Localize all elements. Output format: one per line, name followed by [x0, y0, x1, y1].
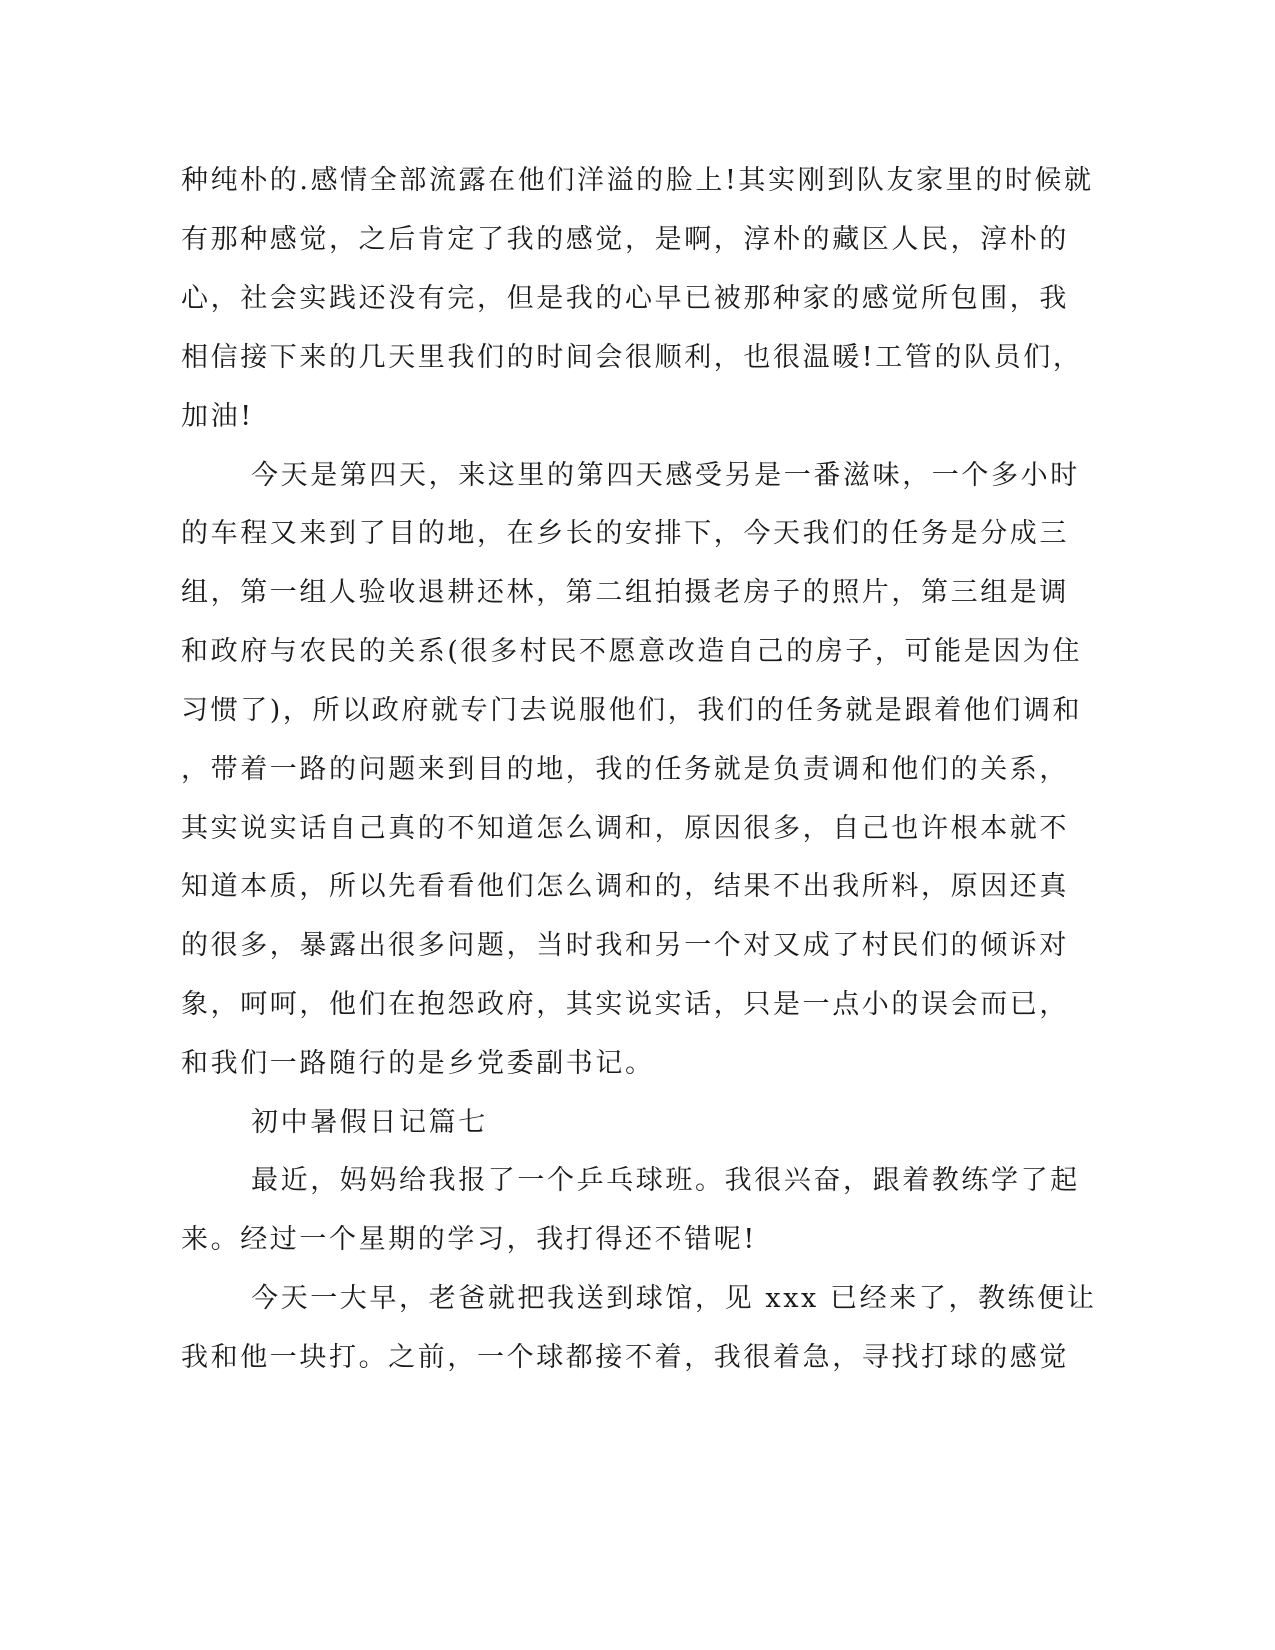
- text-line: 的很多，暴露出很多问题，当时我和另一个对又成了村民们的倾诉对: [181, 930, 1069, 961]
- text-line: 今天是第四天，来这里的第四天感受另是一番滋味，一个多小时: [251, 460, 1080, 491]
- text-line: ，带着一路的问题来到目的地，我的任务就是负责调和他们的关系，: [181, 754, 1069, 785]
- section-heading: 初中暑假日记篇七: [251, 1107, 488, 1138]
- text-line: 的车程又来到了目的地，在乡长的安排下，今天我们的任务是分成三: [181, 518, 1069, 549]
- text-line: 其实说实话自己真的不知道怎么调和，原因很多，自己也许根本就不: [181, 813, 1069, 844]
- text-line: 加油!: [181, 401, 254, 432]
- text-line: 象，呵呵，他们在抱怨政府，其实说实话，只是一点小的误会而已，: [181, 989, 1069, 1020]
- text-line: 心，社会实践还没有完，但是我的心早已被那种家的感觉所包围，我: [181, 283, 1069, 314]
- text-line: 最近，妈妈给我报了一个乒乓球班。我很兴奋，跟着教练学了起: [251, 1165, 1080, 1196]
- text-line: 我和他一块打。之前，一个球都接不着，我很着急，寻找打球的感觉: [181, 1342, 1069, 1373]
- text-line: 有那种感觉，之后肯定了我的感觉，是啊，淳朴的藏区人民，淳朴的: [181, 224, 1069, 255]
- text-line: 种纯朴的.感情全部流露在他们洋溢的脸上!其实刚到队友家里的时候就: [181, 165, 1094, 196]
- text-line: 知道本质，所以先看看他们怎么调和的，结果不出我所料，原因还真: [181, 871, 1069, 902]
- text-line: 和政府与农民的关系(很多村民不愿意改造自己的房子，可能是因为住: [181, 636, 1083, 667]
- text-line: 今天一大早，老爸就把我送到球馆，见 xxx 已经来了，教练便让: [251, 1283, 1097, 1314]
- text-line: 习惯了)，所以政府就专门去说服他们，我们的任务就是跟着他们调和: [181, 695, 1083, 726]
- text-line: 和我们一路随行的是乡党委副书记。: [181, 1048, 655, 1079]
- text-line: 来。经过一个星期的学习，我打得还不错呢!: [181, 1224, 757, 1255]
- text-line: 相信接下来的几天里我们的时间会很顺利，也很温暖!工管的队员们，: [181, 342, 1083, 373]
- text-line: 组，第一组人验收退耕还林，第二组拍摄老房子的照片，第三组是调: [181, 577, 1069, 608]
